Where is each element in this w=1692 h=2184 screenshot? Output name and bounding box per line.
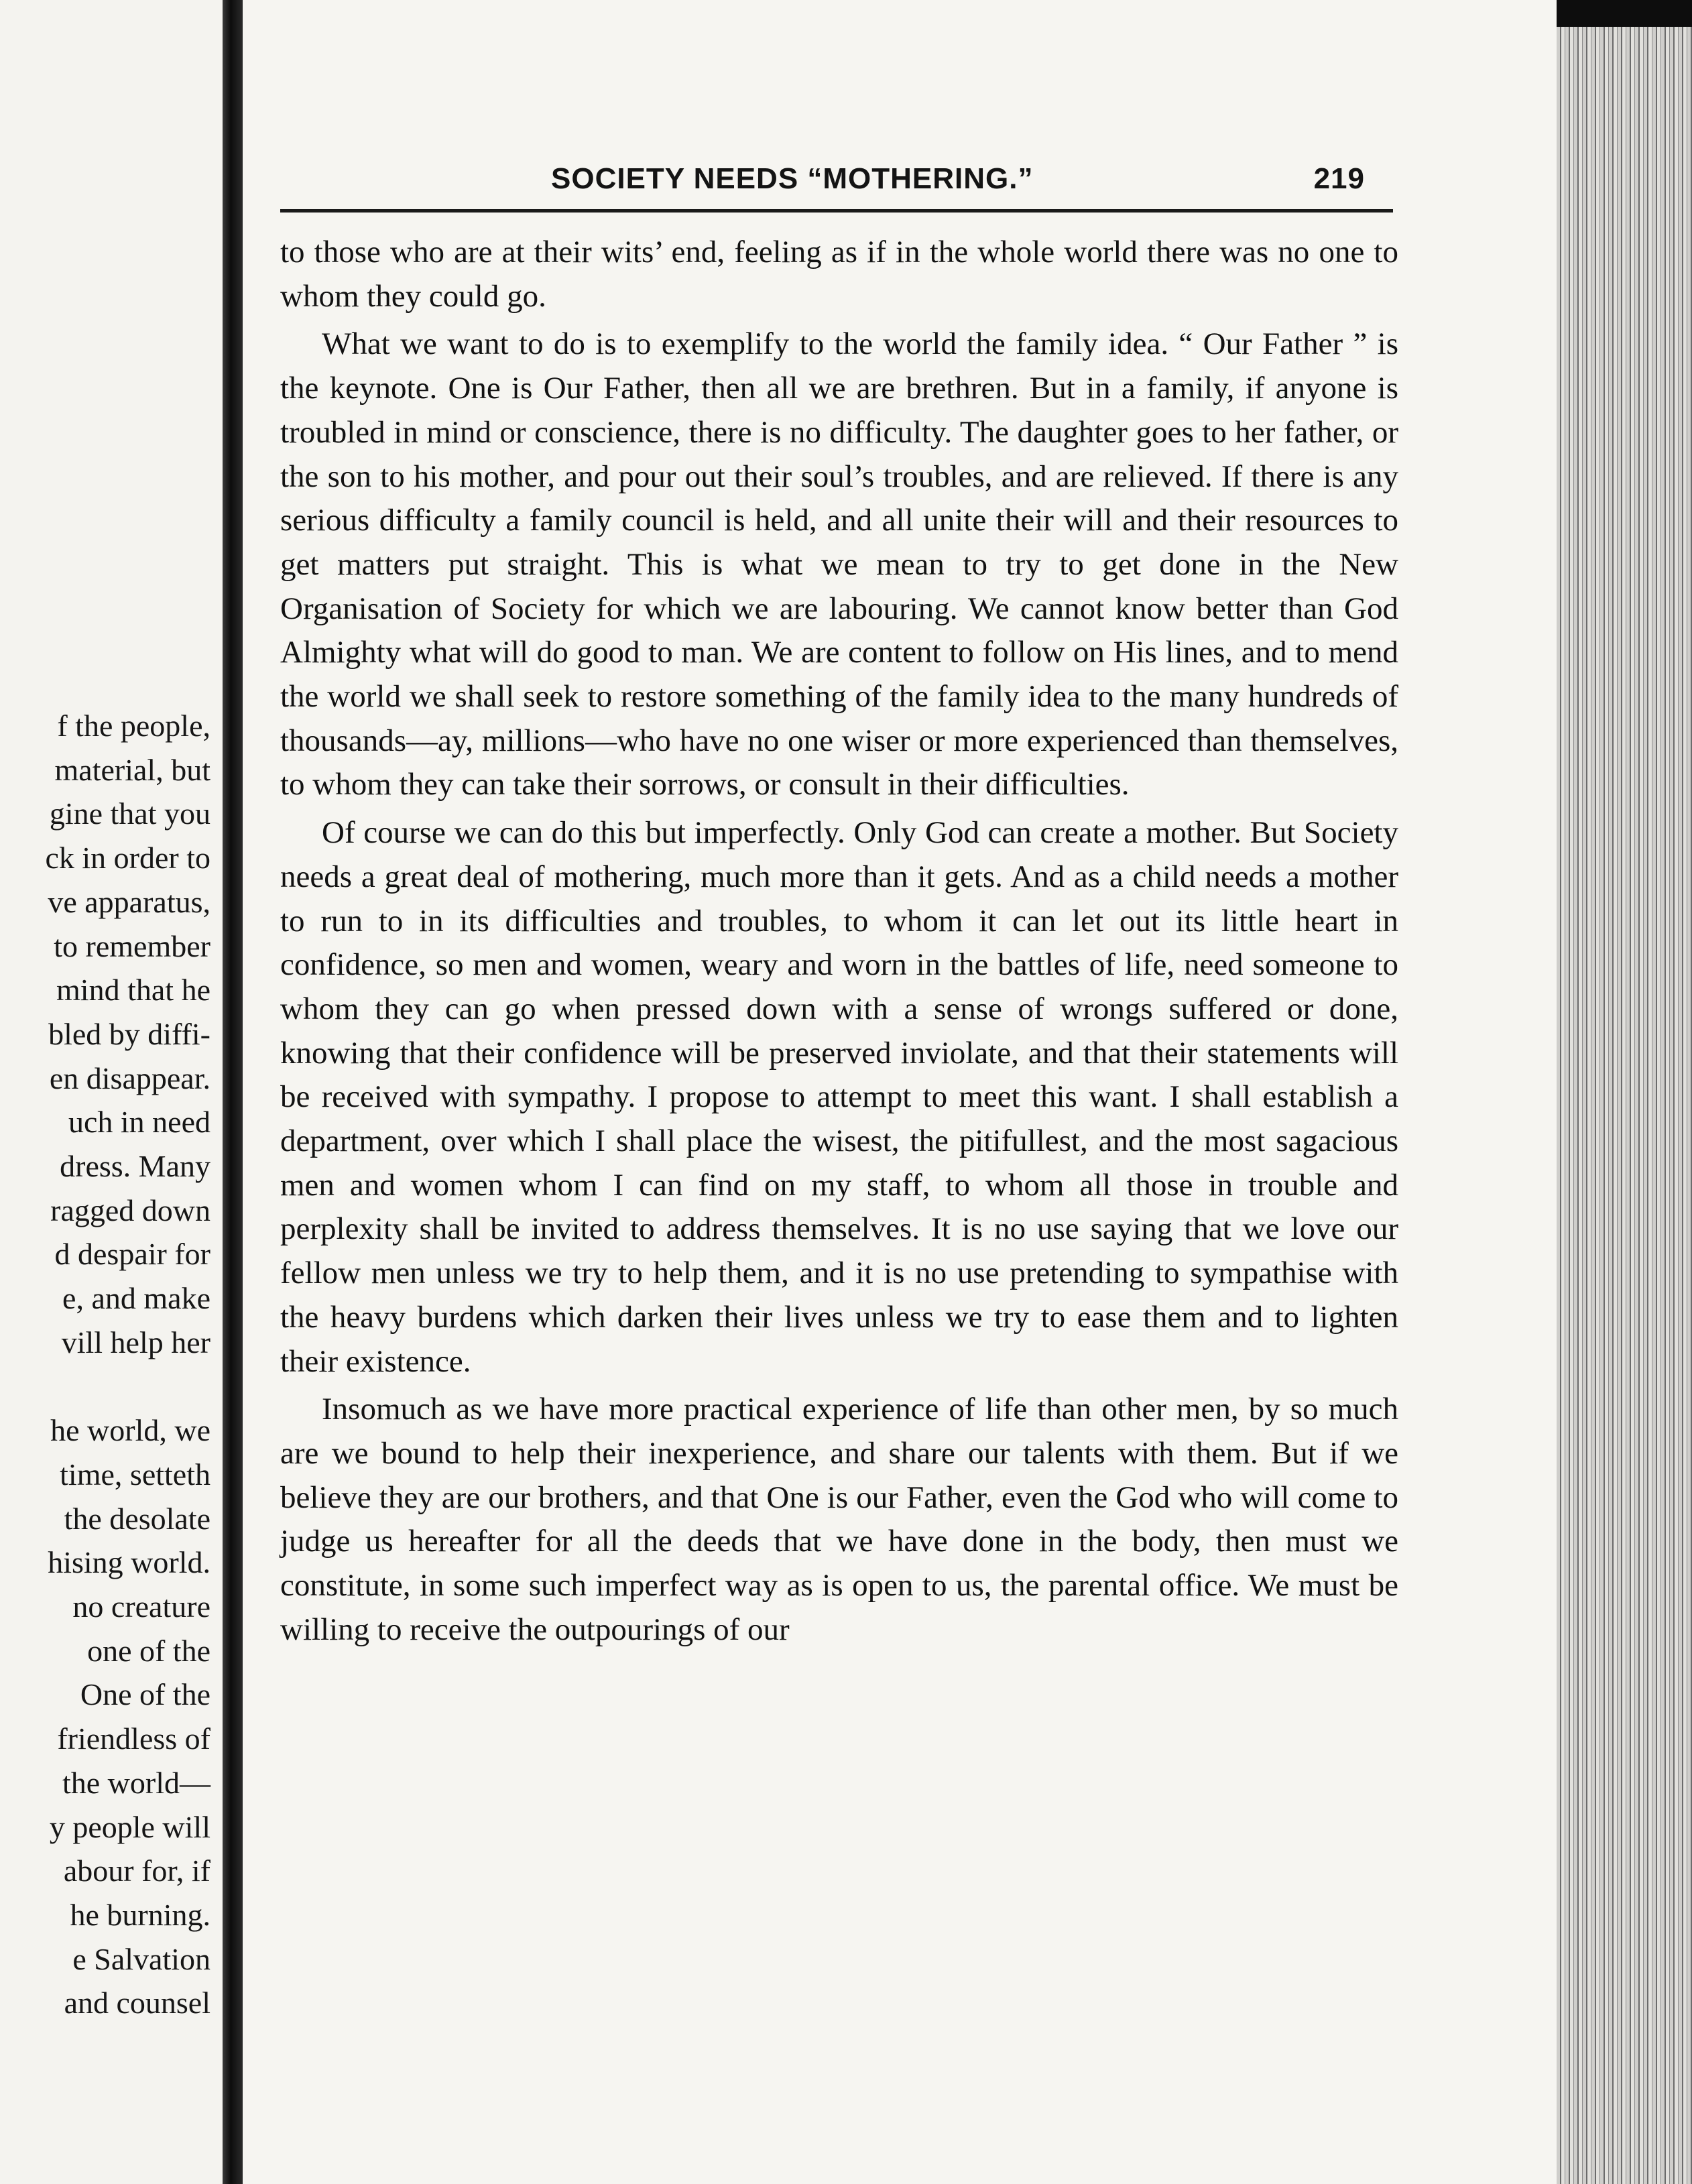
left-line: ragged down [50, 1193, 210, 1227]
left-line: the world— [62, 1765, 210, 1800]
left-line: he burning. [70, 1897, 210, 1932]
header-rule [280, 209, 1393, 213]
left-line: e, and make [62, 1281, 210, 1316]
left-line: and counsel [64, 1986, 210, 2020]
left-line: bled by diffi- [48, 1016, 210, 1051]
left-line: hising world. [48, 1545, 210, 1580]
running-head [308, 149, 1392, 202]
left-line: the desolate [64, 1501, 210, 1536]
left-line: e Salvation [72, 1941, 210, 1976]
paragraph: Insomuch as we have more practical experience of life than other men, by so much are we bound to help their inexperience, and share our talents with them. But if we believe they are our brothers, and that One is our Father, even the God who will come to judge us hereafter for all the deeds that we have done in the body, then must we constitute, in some such imperfect way as is open to us, the parental office. We must be willing to receive the outpourings of our [280, 1392, 1398, 1647]
left-line: friendless of [57, 1721, 210, 1756]
left-line: gine that you [49, 796, 210, 831]
left-page-fragment [0, 0, 223, 2184]
left-line: material, but [54, 752, 210, 787]
left-line: he world, we [50, 1413, 210, 1448]
paragraph: to those who are at their wits’ end, feeling as if in the whole world there was no one to whom they could go. [280, 235, 1398, 314]
left-line: ve apparatus, [48, 884, 210, 919]
page-edges-stack [1557, 27, 1692, 2184]
left-page-text-column [0, 704, 210, 2025]
book-gutter [223, 0, 243, 2184]
page-edges-top [1557, 0, 1692, 27]
left-line: mind that he [56, 973, 210, 1008]
running-head-title: SOCIETY NEEDS “MOTHERING.” [551, 162, 1034, 195]
left-line: d despair for [54, 1237, 210, 1272]
paragraph: Of course we can do this but imperfectly. Only God can create a mother. But Society needs a great deal of mothering, much more than it gets. And as a child needs a mother to run to in its difficulties and troubles, to whom it can let out its little heart in confidence, so men and women, weary and worn in the battles of life, need someone to whom they can go when pressed down with a sense of wrongs suffered or done, knowing that their confidence will be preserved inviolate, and that their statements will be received with sympathy. I propose to attempt to meet this want. I shall establish a department, over which I shall place the wisest, the pitifullest, and the most sagacious men and women whom I can find on my staff, to whom all those in trouble and perplexity shall be invited to address themselves. It is no use saying that we love our fellow men unless we try to help them, and it is no use pretending to sympathise with the heavy burdens which darken their lives unless we try to ease them and to lighten their existence. [280, 815, 1398, 1379]
left-line: vill help her [61, 1325, 210, 1359]
left-line: One of the [80, 1677, 210, 1712]
left-line: dress. Many [60, 1149, 210, 1184]
left-line: y people will [49, 1809, 210, 1844]
body-text [280, 231, 1398, 1652]
paragraph: What we want to do is to exemplify to the world the family idea. “ Our Father ” is the keynote. One is Our Father, then all we are brethren. But in a family, if anyone is troubled in mind or conscience, there is no difficulty. The daughter goes to her father, or the son to his mother, and pour out their soul’s troubles, and are relieved. If there is any serious difficulty a family council is held, and all unite their will and their resources to get matters put straight. This is what we mean to try to get done in the New Organisation of Society for which we are labouring. We cannot know better than God Almighty what will do good to man. We are content to follow on His lines, and to mend the world we shall seek to restore something of the family idea to the many hundreds of thousands—ay, millions—who have no one wiser or more experienced than themselves, to whom they can take their sorrows, or consult in their difficulties. [280, 326, 1398, 802]
left-line: uch in need [68, 1105, 210, 1140]
left-line: f the people, [57, 709, 210, 743]
left-line: no creature [72, 1589, 210, 1624]
left-paragraph-gap [0, 1365, 210, 1409]
left-line: en disappear. [49, 1060, 210, 1095]
left-line: abour for, if [63, 1854, 210, 1888]
left-line: to remember [54, 928, 210, 963]
page-number: 219 [1313, 162, 1365, 195]
left-line: ck in order to [45, 841, 210, 875]
left-line: one of the [87, 1633, 210, 1668]
left-line: time, setteth [60, 1457, 210, 1492]
